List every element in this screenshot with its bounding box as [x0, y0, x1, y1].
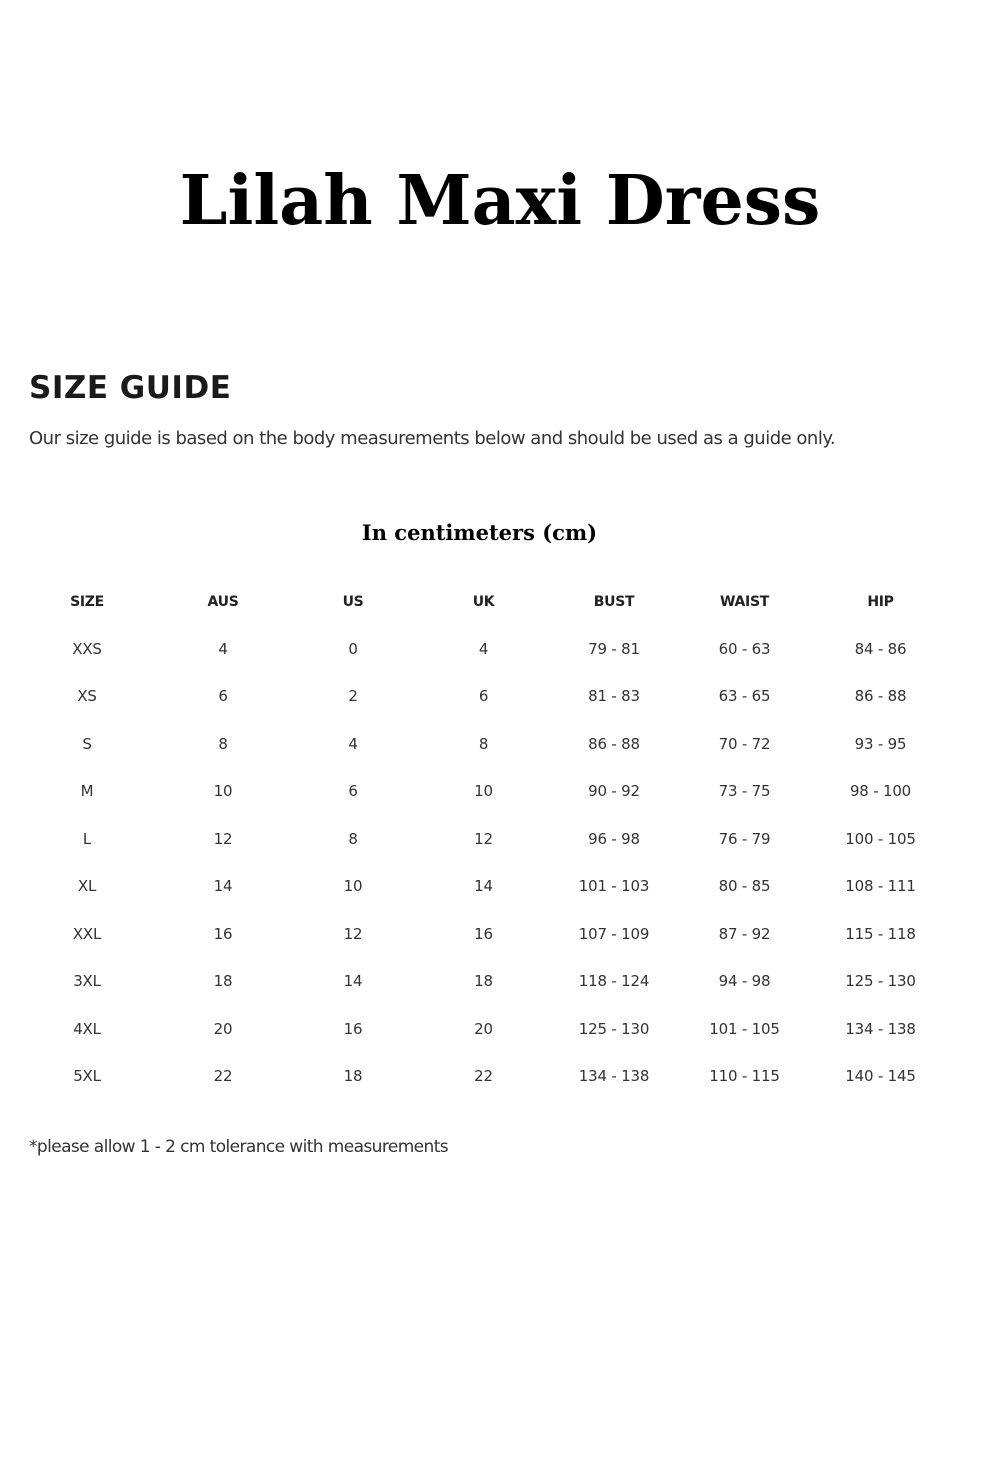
table-row: [22, 863, 945, 911]
cell-us: 2: [348, 687, 358, 706]
cell-waist: 63 - 65: [718, 687, 771, 706]
column-header-us: US: [342, 593, 364, 610]
cell-us: 8: [348, 829, 358, 848]
cell-size: 5XL: [73, 1067, 101, 1086]
table-row: [22, 625, 945, 673]
table-row: [22, 958, 945, 1006]
cell-hip: 108 - 111: [845, 877, 916, 896]
column-header-size: SIZE: [70, 593, 104, 610]
column-header-waist: WAIST: [720, 593, 769, 610]
cell-aus: 14: [213, 877, 233, 896]
cell-waist: 87 - 92: [718, 924, 771, 943]
cell-us: 0: [348, 639, 358, 658]
cell-uk: 18: [474, 972, 493, 991]
cell-waist: 110 - 115: [709, 1067, 780, 1086]
cell-size: S: [82, 734, 92, 753]
cell-uk: 16: [474, 924, 493, 943]
cell-uk: 20: [474, 1019, 493, 1038]
table-row: [22, 673, 945, 721]
column-header-uk: UK: [472, 593, 495, 610]
cell-size: 3XL: [73, 972, 101, 991]
cell-size: XL: [77, 877, 97, 896]
cell-size: XXL: [72, 924, 102, 943]
cell-aus: 12: [213, 829, 233, 848]
cell-us: 14: [343, 972, 363, 991]
cell-bust: 81 - 83: [588, 687, 640, 706]
size-guide-intro: Our size guide is based on the body measurements below and should be used as a guide only.: [29, 428, 836, 449]
cell-us: 18: [343, 1067, 363, 1086]
cell-aus: 18: [213, 972, 233, 991]
cell-size: 4XL: [73, 1019, 101, 1038]
cell-hip: 86 - 88: [854, 687, 907, 706]
cell-uk: 12: [474, 829, 493, 848]
product-title: Lilah Maxi Dress: [179, 161, 821, 241]
cell-hip: 93 - 95: [854, 734, 907, 753]
cell-size: M: [80, 782, 94, 801]
cell-us: 16: [343, 1019, 363, 1038]
cell-uk: 10: [474, 782, 493, 801]
tolerance-note: *please allow 1 - 2 cm tolerance with measurements: [29, 1137, 449, 1157]
cell-hip: 134 - 138: [845, 1019, 916, 1038]
cell-us: 12: [343, 924, 363, 943]
table-row: [22, 1053, 945, 1101]
cell-size: XS: [77, 687, 97, 706]
table-row: [22, 720, 945, 768]
cell-bust: 101 - 103: [578, 877, 650, 896]
cell-bust: 134 - 138: [578, 1067, 650, 1086]
cell-aus: 20: [213, 1019, 233, 1038]
cell-us: 4: [348, 734, 358, 753]
table-header-row: [22, 578, 945, 625]
cell-hip: 98 - 100: [849, 782, 912, 801]
unit-caption: In centimeters (cm): [361, 520, 598, 545]
cell-aus: 8: [218, 734, 228, 753]
cell-hip: 115 - 118: [845, 924, 916, 943]
cell-uk: 6: [478, 687, 489, 706]
cell-waist: 70 - 72: [718, 734, 771, 753]
cell-waist: 80 - 85: [718, 877, 771, 896]
cell-uk: 14: [474, 877, 493, 896]
cell-hip: 100 - 105: [845, 829, 916, 848]
cell-bust: 90 - 92: [588, 782, 640, 801]
column-header-bust: BUST: [593, 593, 635, 610]
cell-size: XXS: [72, 639, 102, 658]
cell-hip: 125 - 130: [845, 972, 916, 991]
table-row: [22, 1005, 945, 1053]
cell-bust: 125 - 130: [578, 1019, 650, 1038]
cell-hip: 84 - 86: [854, 639, 907, 658]
table-row: [22, 768, 945, 816]
cell-uk: 4: [478, 639, 489, 658]
cell-uk: 22: [474, 1067, 493, 1086]
table-row: [22, 815, 945, 863]
cell-bust: 107 - 109: [578, 924, 650, 943]
cell-us: 6: [348, 782, 358, 801]
cell-waist: 60 - 63: [718, 639, 771, 658]
cell-waist: 76 - 79: [718, 829, 771, 848]
cell-aus: 6: [218, 687, 228, 706]
cell-bust: 86 - 88: [588, 734, 640, 753]
cell-bust: 118 - 124: [578, 972, 650, 991]
cell-hip: 140 - 145: [845, 1067, 916, 1086]
cell-size: L: [82, 829, 92, 848]
column-header-hip: HIP: [867, 593, 894, 610]
cell-aus: 4: [218, 639, 228, 658]
cell-waist: 73 - 75: [718, 782, 771, 801]
cell-waist: 94 - 98: [718, 972, 771, 991]
cell-us: 10: [343, 877, 363, 896]
table-row: [22, 910, 945, 958]
cell-bust: 96 - 98: [588, 829, 640, 848]
cell-bust: 79 - 81: [588, 639, 640, 658]
size-table: [22, 578, 945, 1100]
cell-waist: 101 - 105: [709, 1019, 780, 1038]
size-guide-heading: SIZE GUIDE: [29, 370, 232, 406]
cell-uk: 8: [478, 734, 489, 753]
cell-aus: 10: [213, 782, 233, 801]
column-header-aus: AUS: [207, 593, 239, 610]
cell-aus: 22: [213, 1067, 233, 1086]
cell-aus: 16: [213, 924, 233, 943]
